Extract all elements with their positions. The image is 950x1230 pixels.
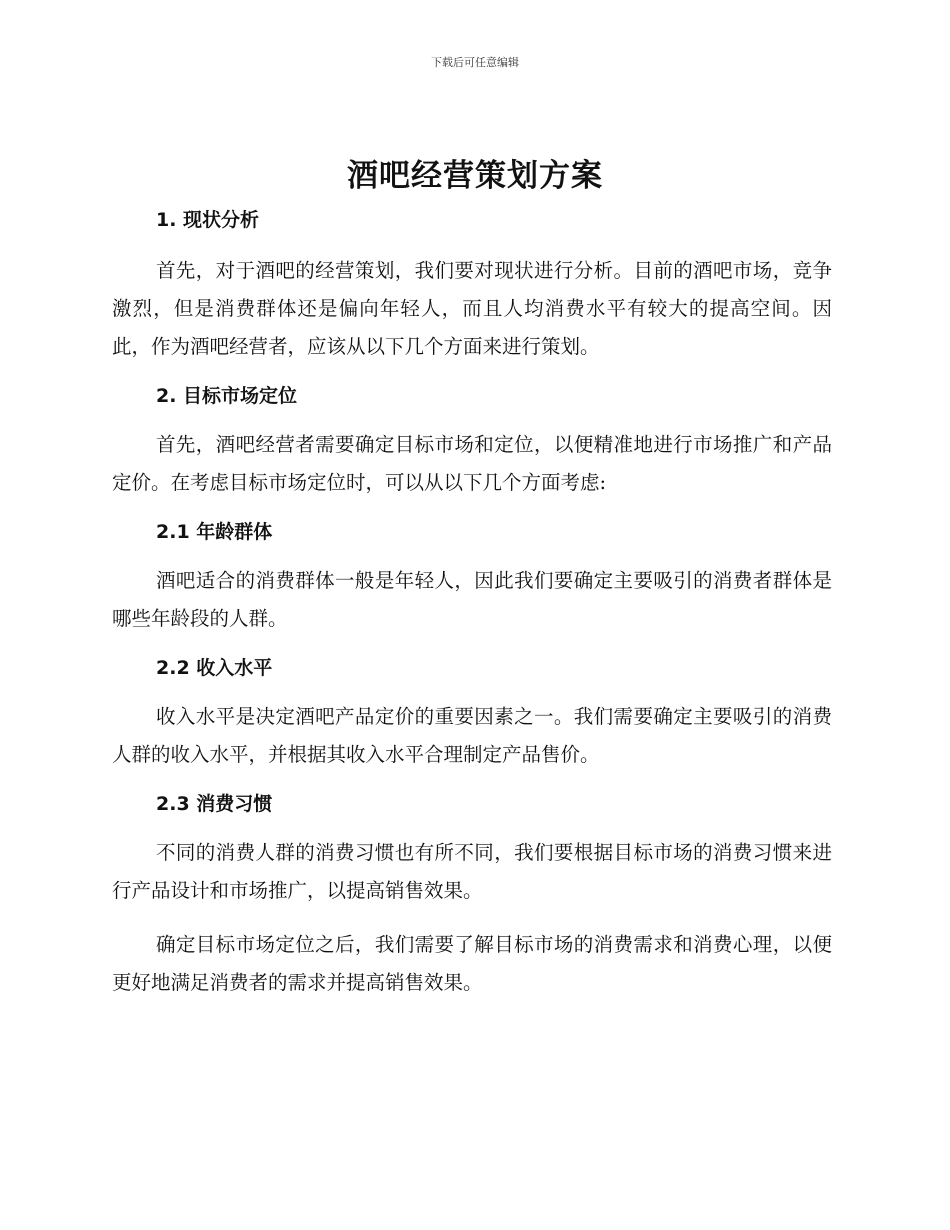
paragraph-income: 收入水平是决定酒吧产品定价的重要因素之一。我们需要确定主要吸引的消费人群的收入水平，并根据其收入水平合理制定产品售价。 (112, 705, 832, 766)
paragraph-status: 首先，对于酒吧的经营策划，我们要对现状进行分析。目前的酒吧市场，竞争激烈，但是消费群体还是偏向年轻人，而且人均消费水平有较大的提高空间。因此，作为酒吧经营者，应该从以下几个方面来进行策划。 (112, 259, 832, 358)
paragraph-conclusion: 确定目标市场定位之后，我们需要了解目标市场的消费需求和消费心理，以便更好地满足消费者的需求并提高销售效果。 (112, 933, 832, 994)
header-note: 下载后可任意编辑 (431, 56, 519, 69)
paragraph-age: 酒吧适合的消费群体一般是年轻人，因此我们要确定主要吸引的消费者群体是哪些年龄段的人群。 (112, 569, 832, 630)
document-body (112, 204, 832, 1002)
subsection-heading-age: 2.1 年龄群体 (156, 521, 273, 543)
subsection-heading-habits: 2.3 消费习惯 (156, 793, 273, 815)
document-title: 酒吧经营策划方案 (347, 158, 603, 194)
subsection-heading-income: 2.2 收入水平 (156, 657, 273, 679)
paragraph-habits: 不同的消费人群的消费习惯也有所不同，我们要根据目标市场的消费习惯来进行产品设计和市场推广，以提高销售效果。 (112, 841, 832, 902)
section-heading-target-market: 2. 目标市场定位 (156, 385, 298, 407)
section-heading-status: 1. 现状分析 (156, 209, 260, 231)
paragraph-target-market: 首先，酒吧经营者需要确定目标市场和定位，以便精准地进行市场推广和产品定价。在考虑目标市场定位时，可以从以下几个方面考虑: (112, 433, 832, 494)
